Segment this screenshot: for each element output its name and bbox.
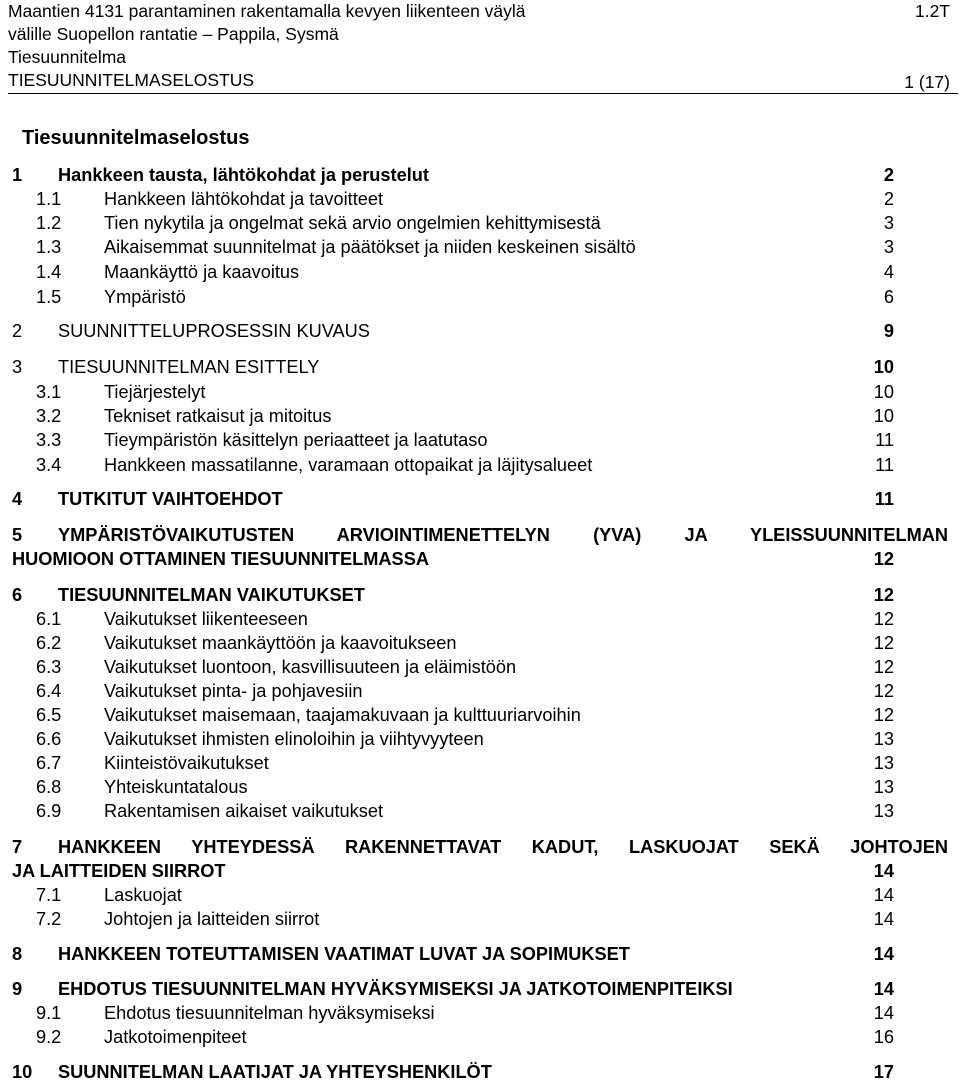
toc-entry-text: Vaikutukset maisemaan, taajamakuvaan ja kulttuuriarvoihin: [104, 705, 581, 725]
toc-entry-text: Hankkeen tausta, lähtökohdat ja perustelut: [58, 165, 429, 185]
header-project-title: Maantien 4131 parantaminen rakentamalla kevyen liikenteen väylä: [8, 1, 526, 21]
toc-entry-page: 14: [873, 885, 894, 905]
toc-entry-text: EHDOTUS TIESUUNNITELMAN HYVÄKSYMISEKSI JA JATKOTOIMENPITEIKSI: [58, 979, 733, 999]
toc-entry-page: 11: [875, 430, 894, 450]
toc-entry-number: 3.1: [36, 382, 62, 402]
toc-entry-number: 4: [12, 489, 23, 509]
toc-entry-text: Vaikutukset liikenteeseen: [104, 609, 308, 629]
toc-entry-number: 9: [12, 979, 23, 999]
toc-entry-number: 6.3: [36, 657, 62, 677]
toc-entry-page: 2: [883, 189, 894, 209]
toc-entry-text: Tieympäristön käsittelyn periaatteet ja laatutaso: [104, 430, 488, 450]
toc-entry-text: Jatkotoimenpiteet: [104, 1027, 247, 1047]
toc-entry-page: 13: [873, 801, 894, 821]
toc-entry-number: 9.2: [36, 1027, 62, 1047]
toc-entry-number: 1.4: [36, 262, 62, 282]
toc-entry-page: 14: [873, 979, 894, 999]
toc-entry-page: 10: [873, 357, 894, 377]
toc-entry-text: Kiinteistövaikutukset: [104, 753, 269, 773]
toc-entry-page: 2: [883, 165, 894, 185]
toc-title: Tiesuunnitelmaselostus: [22, 127, 250, 149]
toc-entry-text: Yhteiskuntatalous: [104, 777, 248, 797]
toc-entry-text: Hankkeen massatilanne, varamaan ottopaikat ja läjitysalueet: [104, 455, 593, 475]
toc-entry-text: TIESUUNNITELMAN ESITTELY: [58, 357, 320, 377]
toc-entry-text-continued: HUOMIOON OTTAMINEN TIESUUNNITELMASSA: [12, 549, 429, 569]
toc-entry-number: 1.3: [36, 237, 62, 257]
toc-entry-number: 7.2: [36, 909, 62, 929]
toc-entry-page: 6: [883, 287, 894, 307]
toc-entry-number: 6.6: [36, 729, 62, 749]
toc-entry-page: 14: [873, 944, 894, 964]
toc-entry-number: 8: [12, 944, 23, 964]
toc-entry-text: SUUNNITTELUPROSESSIN KUVAUS: [58, 321, 370, 341]
toc-entry-number: 5: [12, 525, 23, 545]
toc-entry-text: Vaikutukset ihmisten elinoloihin ja viihtyvyyteen: [104, 729, 484, 749]
toc-entry-number: 7.1: [36, 885, 62, 905]
toc-entry-text: HANKKEEN YHTEYDESSÄ RAKENNETTAVAT KADUT, LASKUOJAT SEKÄ JOHTOJEN: [58, 837, 948, 857]
toc-entry-number: 10: [12, 1062, 33, 1082]
toc-entry-number: 1: [12, 165, 23, 185]
toc-entry-page: 12: [873, 705, 894, 725]
toc-entry-text: Vaikutukset luontoon, kasvillisuuteen ja eläimistöön: [104, 657, 517, 677]
toc-entry-number: 3: [12, 357, 23, 377]
toc-entry-text: Hankkeen lähtökohdat ja tavoitteet: [104, 189, 384, 209]
toc-entry-text: Tekniset ratkaisut ja mitoitus: [104, 406, 332, 426]
toc-entry-text: Tien nykytila ja ongelmat sekä arvio ongelmien kehittymisestä: [104, 213, 601, 233]
toc-entry-text: YMPÄRISTÖVAIKUTUSTEN ARVIOINTIMENETTELYN (YVA) JA YLEISSUUNNITELMAN: [58, 525, 948, 545]
header-page-number: 1 (17): [904, 72, 950, 92]
toc-entry-page: 12: [873, 549, 894, 569]
toc-entry-page: 12: [873, 681, 894, 701]
toc-entry-page: 3: [883, 213, 894, 233]
toc-entry-text: Vaikutukset maankäyttöön ja kaavoitukseen: [104, 633, 457, 653]
toc-entry-page: 12: [873, 585, 894, 605]
toc-entry-number: 3.4: [36, 455, 62, 475]
toc-entry-page: 11: [874, 489, 894, 509]
header-divider: [8, 93, 958, 94]
toc-entry-page: 13: [873, 753, 894, 773]
toc-entry-number: 2: [12, 321, 23, 341]
toc-entry-number: 9.1: [36, 1003, 62, 1023]
toc-entry-number: 1.1: [36, 189, 62, 209]
toc-entry-text-continued: JA LAITTEIDEN SIIRROT: [12, 861, 226, 881]
toc-entry-text: TIESUUNNITELMAN VAIKUTUKSET: [58, 585, 365, 605]
toc-entry-page: 17: [873, 1062, 894, 1082]
toc-entry-number: 6.2: [36, 633, 62, 653]
header-project-section: välille Suopellon rantatie – Pappila, Sysmä: [8, 24, 339, 44]
toc-entry-page: 4: [883, 262, 894, 282]
toc-entry-page: 10: [873, 382, 894, 402]
toc-entry-number: 7: [12, 837, 23, 857]
toc-entry-number: 6.9: [36, 801, 62, 821]
toc-entry-page: 12: [873, 657, 894, 677]
toc-entry-number: 1.2: [36, 213, 62, 233]
toc-entry-page: 3: [883, 237, 894, 257]
toc-entry-page: 14: [873, 1003, 894, 1023]
toc-entry-text: Rakentamisen aikaiset vaikutukset: [104, 801, 384, 821]
toc-entry-text: Aikaisemmat suunnitelmat ja päätökset ja niiden keskeinen sisältö: [104, 237, 636, 257]
toc-entry-number: 6.5: [36, 705, 62, 725]
toc-entry-text: Johtojen ja laitteiden siirrot: [104, 909, 320, 929]
toc-entry-text: Tiejärjestelyt: [104, 382, 206, 402]
toc-entry-page: 10: [873, 406, 894, 426]
toc-entry-text: Ympäristö: [104, 287, 186, 307]
toc-entry-page: 11: [875, 455, 894, 475]
toc-entry-text: Vaikutukset pinta- ja pohjavesiin: [104, 681, 363, 701]
toc-entry-number: 3.2: [36, 406, 62, 426]
toc-entry-page: 9: [883, 321, 894, 341]
header-document-code: 1.2T: [914, 1, 950, 21]
header-document-name: TIESUUNNITELMASELOSTUS: [8, 70, 255, 90]
toc-entry-page: 13: [873, 729, 894, 749]
toc-entry-number: 6.1: [36, 609, 62, 629]
toc-entry-page: 16: [873, 1027, 894, 1047]
toc-entry-number: 6.8: [36, 777, 62, 797]
toc-entry-text: SUUNNITELMAN LAATIJAT JA YHTEYSHENKILÖT: [58, 1062, 492, 1082]
header-plan-type: Tiesuunnitelma: [8, 47, 127, 67]
toc-entry-page: 14: [873, 861, 894, 881]
toc-entry-page: 14: [873, 909, 894, 929]
toc-entry-number: 6.7: [36, 753, 62, 773]
toc-entry-number: 6.4: [36, 681, 62, 701]
toc-entry-page: 12: [873, 609, 894, 629]
toc-entry-text: TUTKITUT VAIHTOEHDOT: [58, 489, 283, 509]
toc-entry-text: HANKKEEN TOTEUTTAMISEN VAATIMAT LUVAT JA SOPIMUKSET: [58, 944, 630, 964]
toc-entry-number: 1.5: [36, 287, 62, 307]
toc-entry-text: Maankäyttö ja kaavoitus: [104, 262, 300, 282]
toc-entry-number: 3.3: [36, 430, 62, 450]
toc-entry-text: Ehdotus tiesuunnitelman hyväksymiseksi: [104, 1003, 435, 1023]
toc-entry-text: Laskuojat: [104, 885, 182, 905]
toc-entry-page: 12: [873, 633, 894, 653]
toc-entry-number: 6: [12, 585, 23, 605]
toc-entry-page: 13: [873, 777, 894, 797]
